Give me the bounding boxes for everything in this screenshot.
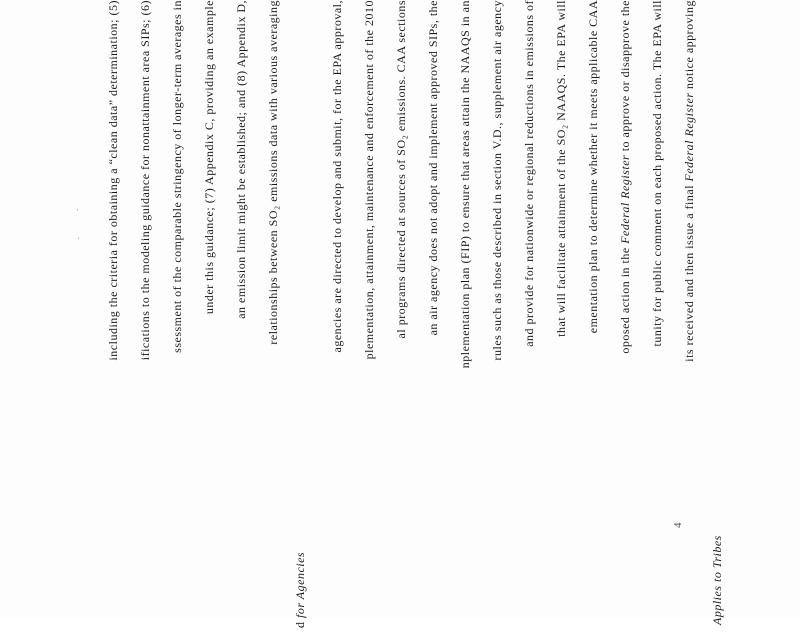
text-line: including the criteria for obtaining a “clean data” determination; (5) <box>106 0 120 361</box>
text-segment: its received and then issue a final <box>682 181 696 362</box>
text-line <box>618 0 632 640</box>
scan-speck: · <box>77 234 80 244</box>
heading-italic: Applies to Tribes <box>710 535 724 625</box>
text-line: ifications to the modeling guidance for nonattainment area SIPs; (6) <box>138 0 152 361</box>
text-line: nplementation plan (FIP) to ensure that areas attain the NAAQS in an <box>458 0 472 369</box>
text-line: an emission limit might be established; and (8) Appendix D, <box>234 0 248 319</box>
text-line <box>682 0 696 640</box>
text-segment: oposed action in the <box>618 243 632 354</box>
text-line: and provide for nationwide or regional reductions in emissions of <box>522 0 536 347</box>
text-line: agencies are directed to develop and submit, for the EPA approval, <box>330 0 344 353</box>
heading-prefix: d <box>293 618 307 628</box>
heading-italic: for Agencies <box>293 551 307 618</box>
text-line: ementation plan to determine whether it meets applicable CAA <box>586 0 600 334</box>
text-line: tunity for public comment on each proposed action. The EPA will <box>650 0 664 347</box>
text-segment: notice approving <box>682 0 696 93</box>
section-heading <box>710 505 724 625</box>
text-line: plementation, attainment, maintenance and enforcement of the 2010 <box>362 0 376 360</box>
text-line: relationships between SO₂ emissions data with various averaging <box>266 0 280 345</box>
text-line: under this guidance; (7) Appendix C, providing an example <box>202 0 216 315</box>
text-line: al programs directed at sources of SO₂ emissions. CAA sections <box>394 0 408 339</box>
italic-segment: Federal Register <box>618 154 632 244</box>
text-line: an air agency does not adopt and implement approved SIPs, the <box>426 0 440 336</box>
section-heading <box>293 488 307 628</box>
text-segment: to approve or disapprove the <box>618 0 632 155</box>
scan-speck: · <box>76 206 79 216</box>
page-number: 4 <box>672 522 684 528</box>
text-line: that will facilitate attainment of the SO₂ NAAQS. The EPA will <box>554 0 568 337</box>
text-line: rules such as those described in section V.D., supplement air agency <box>490 0 504 361</box>
italic-segment: Federal Register <box>682 92 696 182</box>
text-line: ssessment of the comparable stringency of longer-term averages in <box>170 0 184 353</box>
